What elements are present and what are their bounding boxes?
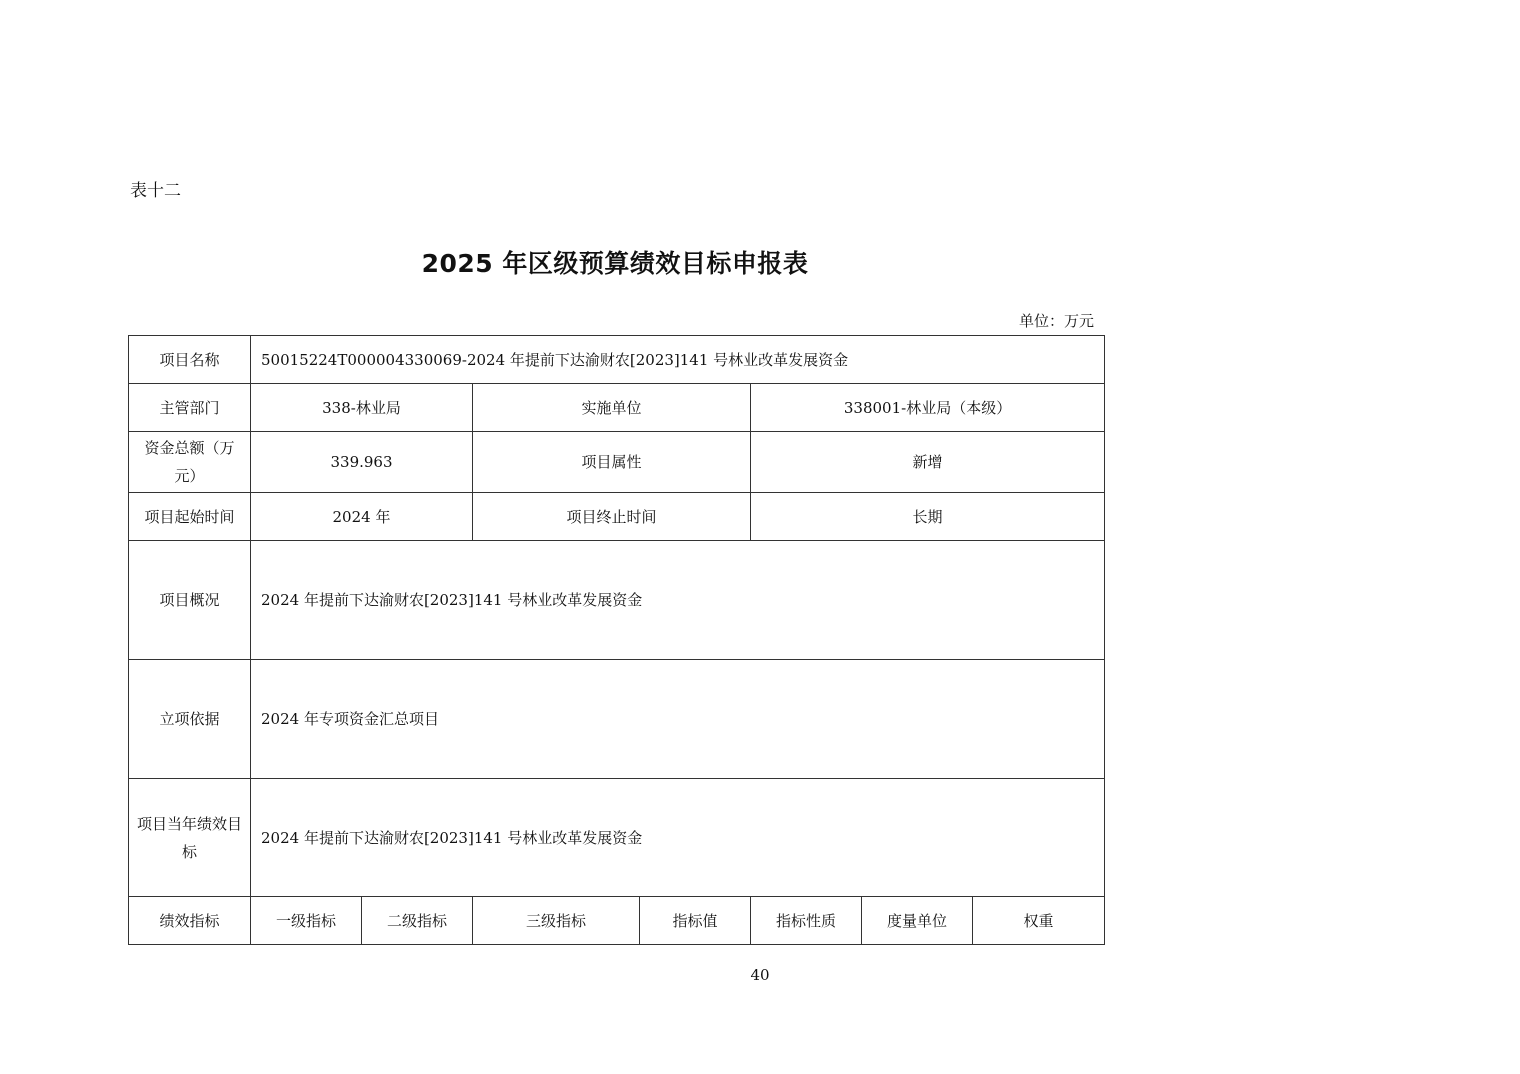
indicator-header: 指标值 xyxy=(640,897,751,945)
funds-value: 339.963 xyxy=(251,432,473,493)
table-row xyxy=(129,660,1105,779)
page-number: 40 xyxy=(750,966,770,984)
indicator-header: 三级指标 xyxy=(473,897,640,945)
indicator-header: 一级指标 xyxy=(251,897,362,945)
indicator-header: 绩效指标 xyxy=(129,897,251,945)
table-row xyxy=(129,432,1105,493)
start-time-value: 2024 年 xyxy=(251,493,473,541)
start-time-label: 项目起始时间 xyxy=(129,493,251,541)
budget-performance-table xyxy=(128,335,1105,945)
page-title: 2025 年区级预算绩效目标申报表 xyxy=(421,249,809,278)
dept-value: 338-林业局 xyxy=(251,384,473,432)
end-time-value: 长期 xyxy=(751,493,1105,541)
unit-note: 单位：万元 xyxy=(1018,312,1094,330)
end-time-label: 项目终止时间 xyxy=(473,493,751,541)
goal-label: 项目当年绩效目标 xyxy=(129,779,251,897)
indicator-header: 权重 xyxy=(973,897,1105,945)
table-label: 表十二 xyxy=(130,181,181,201)
goal-value: 2024 年提前下达渝财农[2023]141 号林业改革发展资金 xyxy=(251,779,1105,897)
table-row xyxy=(129,336,1105,384)
project-name-label: 项目名称 xyxy=(129,336,251,384)
table-row xyxy=(129,384,1105,432)
basis-label: 立项依据 xyxy=(129,660,251,779)
basis-value: 2024 年专项资金汇总项目 xyxy=(251,660,1105,779)
attr-value: 新增 xyxy=(751,432,1105,493)
impl-value: 338001-林业局（本级） xyxy=(751,384,1105,432)
funds-label: 资金总额（万元） xyxy=(129,432,251,493)
indicator-header: 二级指标 xyxy=(362,897,473,945)
table-row xyxy=(129,779,1105,897)
indicator-header: 度量单位 xyxy=(862,897,973,945)
attr-label: 项目属性 xyxy=(473,432,751,493)
table-row xyxy=(129,541,1105,660)
impl-label: 实施单位 xyxy=(473,384,751,432)
indicator-header-row xyxy=(129,897,1105,945)
overview-value: 2024 年提前下达渝财农[2023]141 号林业改革发展资金 xyxy=(251,541,1105,660)
overview-label: 项目概况 xyxy=(129,541,251,660)
table-row xyxy=(129,493,1105,541)
dept-label: 主管部门 xyxy=(129,384,251,432)
project-name-value: 50015224T000004330069-2024 年提前下达渝财农[2023]141 号林业改革发展资金 xyxy=(251,336,1105,384)
indicator-header: 指标性质 xyxy=(751,897,862,945)
